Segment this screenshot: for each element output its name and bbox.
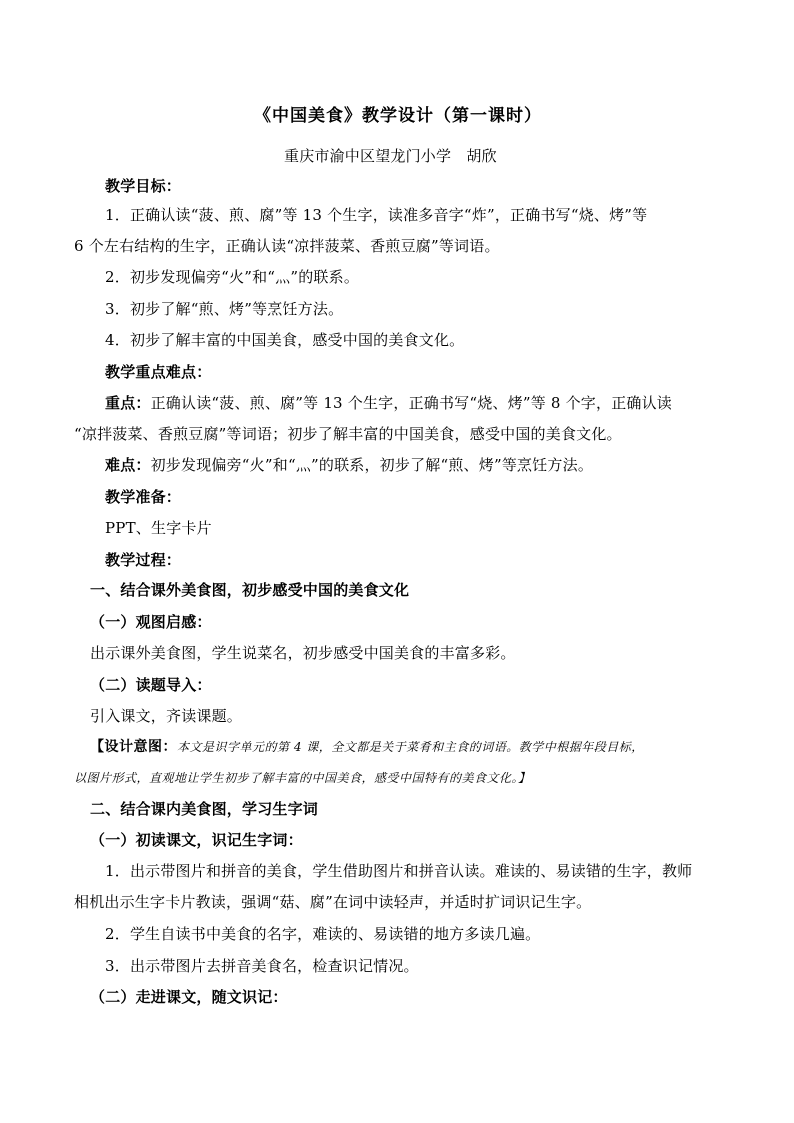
section-1-sub-1-heading: （一）观图启感：	[90, 613, 212, 631]
preparation-heading: 教学准备：	[105, 488, 182, 506]
document-author: 重庆市渝中区望龙门小学 胡欣	[284, 147, 497, 165]
design-intent-text: 本文是识字单元的第 4 课，全文都是关于菜肴和主食的词语。教学中根据年段目标，	[177, 740, 644, 754]
section-2-item-1-line-2: 相机出示生字卡片教读，强调“菇、腐”在词中读轻声，并适时扩词识记生字。	[74, 893, 592, 911]
section-2-item-3: 3．出示带图片去拼音美食名，检查识记情况。	[105, 957, 419, 975]
preparation-text: PPT、生字卡片	[105, 519, 212, 537]
section-2-heading: 二、结合课内美食图，学习生字词	[90, 800, 319, 818]
key-difficult-heading: 教学重点难点：	[105, 363, 212, 381]
key-point-label: 重点：	[105, 394, 151, 412]
difficult-point	[105, 455, 593, 475]
section-1-sub-2-text: 引入课文，齐读课题。	[90, 707, 243, 725]
objectives-heading: 教学目标：	[105, 177, 182, 195]
section-1-sub-1-text: 出示课外美食图，学生说菜名，初步感受中国美食的丰富多彩。	[90, 644, 516, 662]
section-2-item-1-line-1: 1．出示带图片和拼音的美食，学生借助图片和拼音认读。难读的、易读错的生字，教师	[105, 862, 693, 880]
key-point-line-1	[105, 393, 672, 413]
section-2-sub-2-heading: （二）走进课文，随文识记：	[90, 988, 288, 1006]
key-point-line-2: “凉拌菠菜、香煎豆腐”等词语；初步了解丰富的中国美食，感受中国的美食文化。	[74, 425, 622, 443]
process-heading: 教学过程：	[105, 551, 182, 569]
section-2-item-2: 2．学生自读书中美食的名字，难读的、易读错的地方多读几遍。	[105, 925, 541, 943]
design-intent-label: 【设计意图：	[90, 739, 177, 755]
objective-1-line-1: 1．正确认读“菠、煎、腐”等 13 个生字，读准多音字“炸”，正确书写“烧、烤”等	[105, 206, 648, 224]
design-intent-line-2: 以图片形式，直观地让学生初步了解丰富的中国美食，感受中国特有的美食文化。】	[74, 771, 531, 785]
key-point-text: 正确认读“菠、煎、腐”等 13 个生字，正确书写“烧、烤”等 8 个字，正确认读	[150, 394, 672, 412]
difficult-point-label: 难点：	[105, 456, 151, 474]
section-2-sub-1-heading: （一）初读课文，识记生字词：	[90, 831, 303, 849]
document-title: 《中国美食》教学设计（第一课时）	[254, 106, 542, 126]
difficult-point-text: 初步发现偏旁“火”和“灬”的联系，初步了解“煎、烤”等烹饪方法。	[150, 456, 594, 474]
objective-4: 4．初步了解丰富的中国美食，感受中国的美食文化。	[105, 331, 465, 349]
objective-3: 3．初步了解“煎、烤”等烹饪方法。	[105, 300, 344, 318]
section-1-heading: 一、结合课外美食图，初步感受中国的美食文化	[90, 581, 410, 599]
section-1-sub-2-heading: （二）读题导入：	[90, 676, 212, 694]
objective-1-line-2: 6 个左右结构的生字，正确认读“凉拌菠菜、香煎豆腐”等词语。	[74, 237, 500, 255]
objective-2: 2．初步发现偏旁“火”和“灬”的联系。	[105, 268, 360, 286]
design-intent-line-1	[90, 737, 644, 757]
